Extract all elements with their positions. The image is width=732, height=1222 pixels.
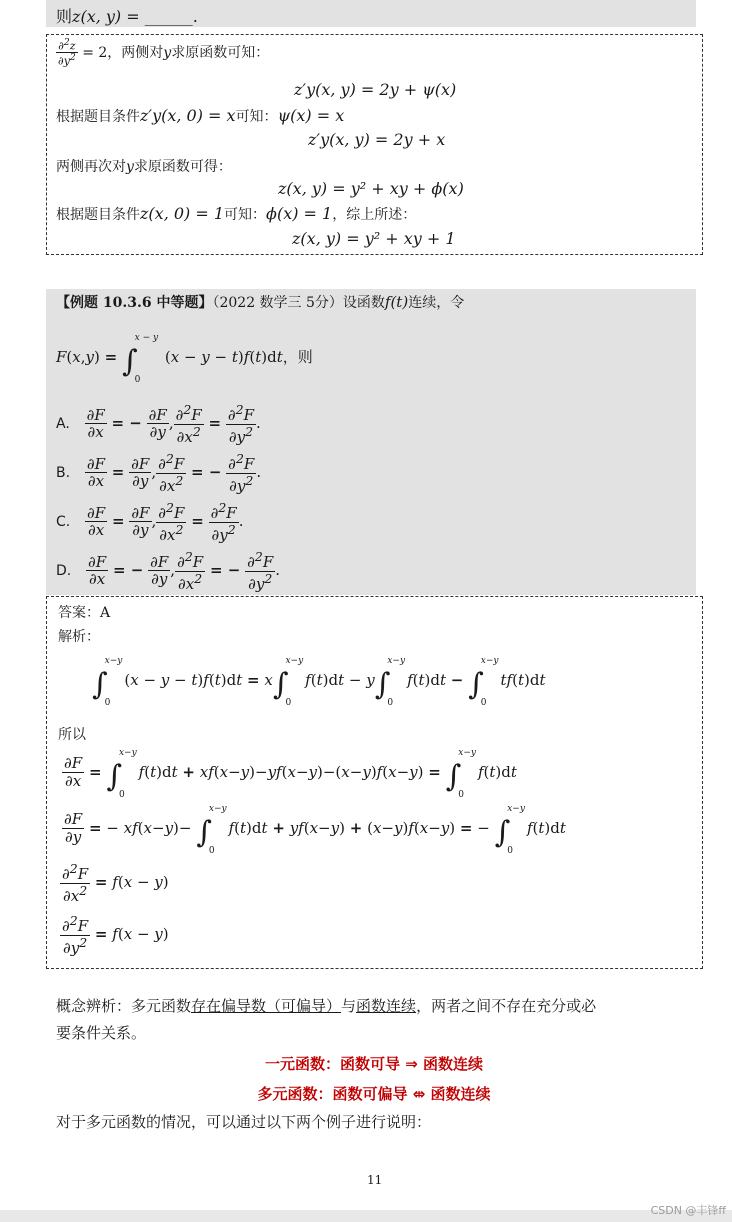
option-c[interactable]: C. $\frac{\partial F}{\partial x}$ = $\frac{\partial F}{\partial y}$ , $\frac{\partial^2F}{\partial x^2}$ = $\frac{\partial^2F}{\partial y^2}$ .	[56, 500, 244, 544]
concept-line1	[56, 995, 596, 1016]
box1-l7-res: ϕ(x) = 1	[266, 204, 333, 223]
option-b-label: B.	[56, 465, 71, 482]
analysis-eq1: ∫ x−y 0 (x − y − t)f(t)dt = x∫ x−y 0 f(t)dt − y∫ x−y 0 f(t)dt − ∫ x−y 0 tf(t)dt	[92, 656, 546, 708]
concept-line2: 要条件关系。	[56, 1024, 147, 1042]
top-tail: = ______.	[121, 7, 198, 26]
box1-l3-res: ψ(x) = x	[277, 106, 345, 125]
top-expr: z(x, y)	[72, 7, 122, 26]
box1-eq1: z′y(x, y) = 2y + ψ(x)	[294, 80, 457, 99]
concept-post: ，两者之间不存在充分或必	[416, 997, 597, 1015]
option-d[interactable]: D. $\frac{\partial F}{\partial x}$ = − $\frac{\partial F}{\partial y}$ , $\frac{\partial^2F}{\partial x^2}$ = − $\frac{\partial^2F}{\partial y^2}$ .	[56, 549, 281, 593]
box1-l5-pre: 两侧再次对	[56, 159, 126, 175]
option-b[interactable]: B. $\frac{\partial F}{\partial x}$ = $\frac{\partial F}{\partial y}$ , $\frac{\partial^2F}{\partial x^2}$ = − $\frac{\partial^2F}{\partial y^2}$ .	[56, 451, 262, 495]
d2z-dy2-fraction: $\frac{\partial^2z}{\partial y^2}$	[58, 37, 76, 68]
concept-underline-2: 函数连续	[356, 997, 417, 1015]
suoyi-label: 所以	[58, 727, 86, 743]
concept-red-1: 一元函数：函数可导 ⇒ 函数连续	[264, 1055, 483, 1073]
answer-label: 答案：A	[58, 605, 111, 621]
option-a[interactable]: A. $\frac{\partial F}{\partial x}$ = − $\frac{\partial F}{\partial y}$ , $\frac{\partial^2F}{\partial x^2}$ = $\frac{\partial^2F}{\partial y^2}$ .	[56, 402, 261, 446]
box1-l5-tail: 求原函数可得：	[133, 159, 232, 175]
box1-l7-pre: 根据题目条件	[56, 207, 140, 223]
box1-line7	[56, 204, 416, 224]
box1-eq4: z(x, y) = y² + xy + 1	[292, 229, 456, 248]
concept-mid: 与	[341, 997, 357, 1015]
concept-underline-1: 存在偏导数（可偏导）	[191, 997, 342, 1015]
analysis-eq3: $\frac{\partial F}{\partial y}$ = − xf(x−y)− ∫ x−y 0 f(t)dt + yf(x−y) + (x−y)f(x−y) = − ∫ x−y 0 f(t)dt	[64, 804, 566, 856]
example-source: （2022 数学三 5分）设函数	[212, 295, 385, 311]
integral-sign: ∫	[122, 344, 138, 379]
box1-eq3: z(x, y) = y² + xy + ϕ(x)	[278, 179, 464, 198]
option-c-label: C.	[56, 514, 71, 531]
concept-red-2: 多元函数：函数可偏导 ⇎ 函数连续	[257, 1085, 491, 1103]
bottom-bar	[0, 1210, 732, 1222]
analysis-eq5: $\frac{\partial^2F}{\partial y^2}$ = f(x − y)	[62, 913, 169, 957]
box1-l1-y: y	[163, 44, 172, 61]
box1-l3-pre: 根据题目条件	[56, 109, 140, 125]
box1-line1	[56, 38, 269, 68]
box1-l7-cond: z(x, 0) = 1	[140, 204, 225, 223]
box1-l5-y: y	[126, 159, 134, 175]
box1-line3	[56, 106, 344, 126]
page-number: 11	[367, 1173, 383, 1187]
box1-eq2: z′y(x, y) = 2y + x	[308, 130, 446, 149]
example-header	[56, 292, 464, 312]
box1-l1-tail: 求原函数可知：	[171, 44, 270, 61]
F-definition: F(x,y) = ∫ x − y 0 (x − y − t)f(t)dt，则	[56, 333, 313, 385]
example-ft: f(t)	[384, 293, 409, 311]
box1-l7-tail: ，综上所述：	[332, 207, 417, 223]
top-prefix: 则	[56, 7, 73, 26]
concept-pre: 概念辨析：多元函数	[56, 997, 192, 1015]
analysis-label: 解析：	[58, 629, 100, 645]
example-head: 【例题 10.3.6 中等题】	[56, 295, 213, 311]
box1-l3-mid: 可知：	[235, 109, 278, 125]
analysis-eq2: $\frac{\partial F}{\partial x}$ = ∫ x−y 0 f(t)dt + xf(x−y)−yf(x−y)−(x−y)f(x−y) = ∫ x−y 0 f(t)dt	[64, 748, 517, 800]
box1-l1-after: = 2，两侧对	[82, 44, 164, 61]
concept-line3: 对于多元函数的情况，可以通过以下两个例子进行说明：	[56, 1113, 432, 1131]
example-then: ，则	[282, 348, 313, 366]
box1-l7-mid: 可知：	[224, 207, 267, 223]
option-a-label: A.	[56, 416, 70, 433]
option-d-label: D.	[56, 563, 72, 580]
box1-l3-cond: z′y(x, 0) = x	[140, 106, 236, 125]
box1-line5	[56, 156, 232, 176]
watermark: CSDN @丰锋ff	[650, 1204, 726, 1217]
example-tail: 连续，令	[408, 295, 465, 311]
analysis-eq4: $\frac{\partial^2F}{\partial x^2}$ = f(x − y)	[62, 861, 169, 905]
top-question-line	[56, 4, 198, 27]
